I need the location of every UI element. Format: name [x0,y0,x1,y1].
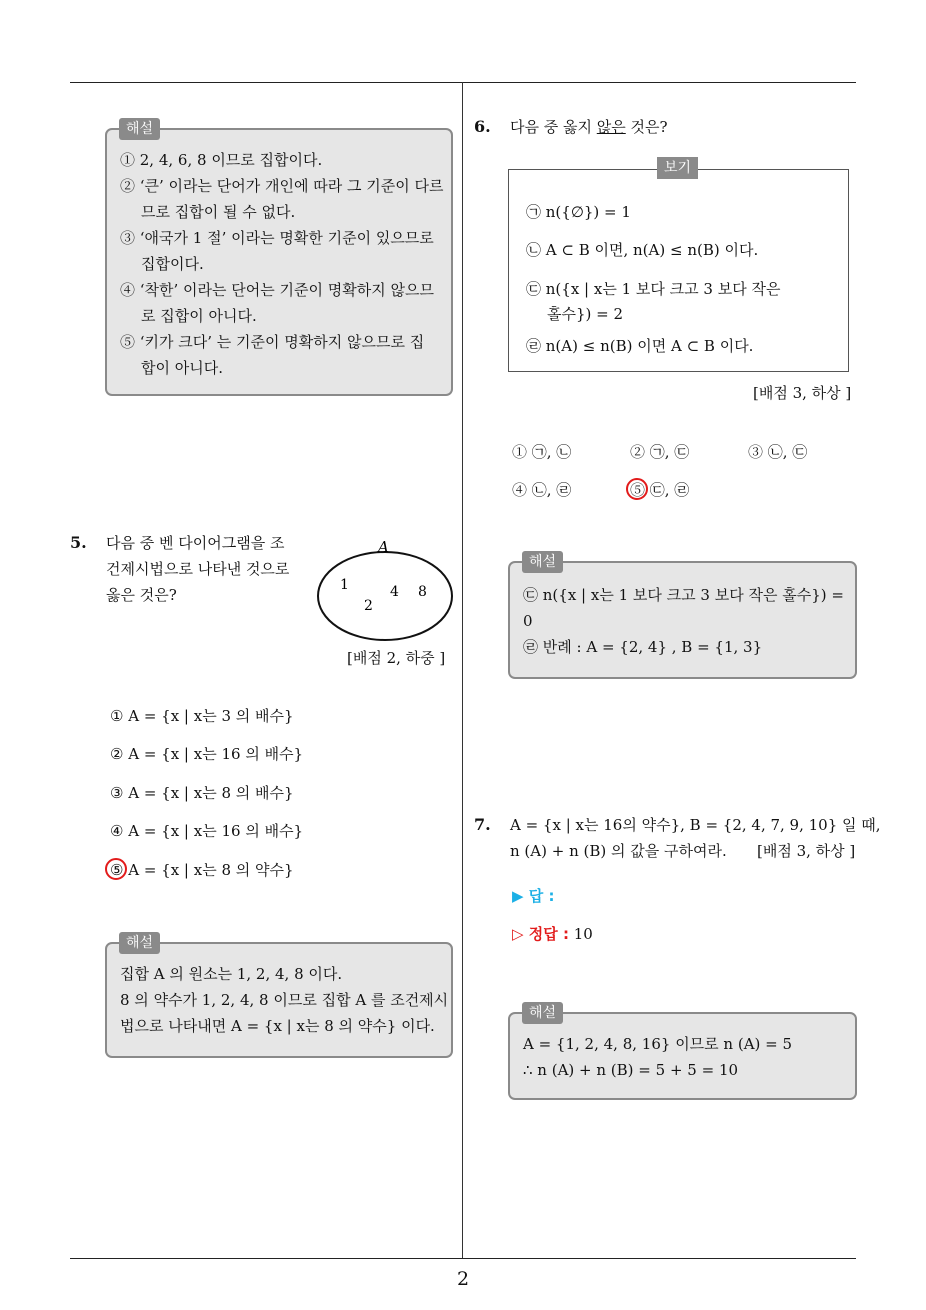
answer-option-5[interactable]: ⑤ A = {x | x는 8 의 약수} [110,861,294,879]
score-label: [배점 3, 하상 ] [753,384,852,402]
explanation-tag: 해설 [522,1002,563,1024]
question-number: 5. [70,533,87,552]
explanation-tag: 해설 [119,932,160,954]
bogi-item: ㉠ n({∅}) = 1 [526,203,631,221]
explanation-tag: 해설 [119,118,160,140]
venn-element: 4 [390,584,399,600]
explanation-line: ③ ‘애국가 1 절’ 이라는 명확한 기준이 있으므로 [120,229,434,247]
explanation-box-3 [508,554,857,679]
answer-option-2[interactable]: ② ㉠, ㉢ [630,443,690,461]
explanation-line: ∴ n (A) + n (B) = 5 + 5 = 10 [523,1061,739,1079]
explanation-line: 합이 아니다. [141,359,223,377]
explanation-box-4 [508,1005,857,1100]
bogi-item: 홀수}) = 2 [547,305,624,323]
explanation-line: 8 의 약수가 1, 2, 4, 8 이므로 집합 A 를 조건제시 [120,991,449,1009]
explanation-line: ① 2, 4, 6, 8 이므로 집합이다. [120,151,323,169]
question-number: 7. [474,815,491,834]
bogi-tag: 보기 [657,157,698,179]
venn-element: 2 [364,598,373,614]
explanation-line: A = {1, 2, 4, 8, 16} 이므로 n (A) = 5 [523,1035,793,1053]
answer-option-3[interactable]: ③ ㉡, ㉢ [748,443,808,461]
venn-element: 1 [340,577,349,593]
explanation-line: ② ‘큰’ 이라는 단어가 개인에 따라 그 기준이 다르 [120,177,444,195]
question-text: 다음 중 벤 다이어그램을 조 [106,534,285,552]
explanation-line: 집합이다. [141,255,204,273]
question-text: 다음 중 옳지 않은 것은? [510,118,668,136]
explanation-line: ㉣ 반례 : A = {2, 4} , B = {1, 3} [523,638,763,656]
explanation-box-1 [105,121,453,396]
answer-option-2[interactable]: ② A = {x | x는 16 의 배수} [110,745,304,763]
question-number: 6. [474,117,491,136]
venn-ellipse [318,552,452,640]
answer-option-1[interactable]: ① ㉠, ㉡ [512,443,572,461]
bogi-item: ㉡ A ⊂ B 이면, n(A) ≤ n(B) 이다. [526,241,759,259]
answer-option-5[interactable]: ⑤ ㉢, ㉣ [630,481,690,499]
explanation-line: 집합 A 의 원소는 1, 2, 4, 8 이다. [120,965,343,983]
bogi-item: ㉣ n(A) ≤ n(B) 이면 A ⊂ B 이다. [526,337,754,355]
answer-option-4[interactable]: ④ A = {x | x는 16 의 배수} [110,822,304,840]
answer-option-1[interactable]: ① A = {x | x는 3 의 배수} [110,707,294,725]
correct-answer: ▷ 정답 : 10 [512,925,593,943]
bottom-rule [70,1258,856,1259]
question-text: n (A) + n (B) 의 값을 구하여라. [510,842,727,860]
venn-element: 8 [418,584,427,600]
question-text: 옳은 것은? [106,586,177,604]
answer-mark-circle [105,858,127,880]
question-text: 건제시법으로 나타낸 것으로 [106,560,290,578]
answer-mark-circle [626,478,648,500]
answer-option-3[interactable]: ③ A = {x | x는 8 의 배수} [110,784,294,802]
explanation-tag: 해설 [522,551,563,573]
explanation-line: 0 [523,612,533,630]
answer-option-4[interactable]: ④ ㉡, ㉣ [512,481,572,499]
explanation-line: 므로 집합이 될 수 없다. [141,203,296,221]
bogi-box [508,160,849,372]
page-number: 2 [456,1268,470,1290]
question-text: A = {x | x는 16의 약수}, B = {2, 4, 7, 9, 10} 일 때, [510,816,881,834]
top-rule [70,82,856,83]
venn-diagram [314,536,458,646]
explanation-box-2 [105,935,453,1058]
explanation-line: 로 집합이 아니다. [141,307,257,325]
explanation-line: 법으로 나타내면 A = {x | x는 8 의 약수} 이다. [120,1017,435,1035]
column-divider [462,82,463,1258]
bogi-item: ㉢ n({x | x는 1 보다 크고 3 보다 작은 [526,280,781,298]
score-label: [배점 2, 하중 ] [347,649,446,667]
score-label: [배점 3, 하상 ] [757,842,856,860]
venn-set-label: A [378,538,389,556]
explanation-line: ⑤ ‘키가 크다’ 는 기준이 명확하지 않으므로 집 [120,333,425,351]
explanation-line: ㉢ n({x | x는 1 보다 크고 3 보다 작은 홀수}) = [523,586,844,604]
explanation-line: ④ ‘착한’ 이라는 단어는 기준이 명확하지 않으므 [120,281,434,299]
answer-input-label[interactable]: ▶ 답 : [512,887,555,905]
